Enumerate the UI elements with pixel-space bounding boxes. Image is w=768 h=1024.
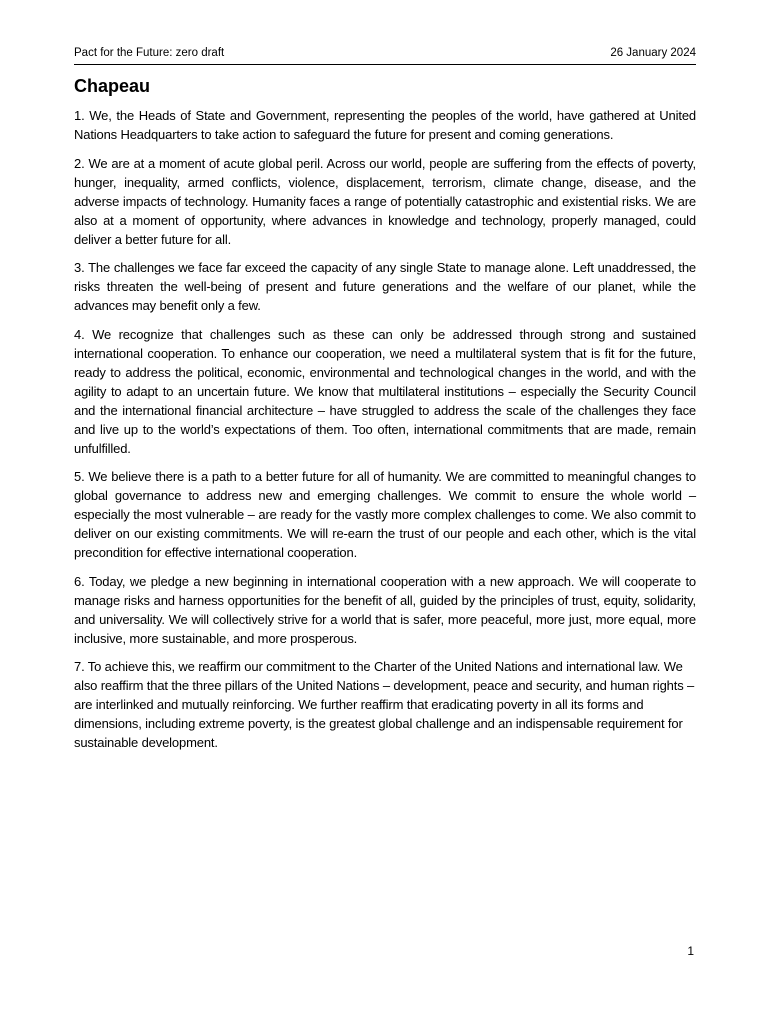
section-title: Chapeau bbox=[74, 76, 151, 96]
body-text bbox=[74, 106, 696, 762]
paragraph-2: 2. We are at a moment of acute global peril. Across our world, people are suffering from the effects of poverty, hunger, inequality, armed conflicts, violence, displacement, terrorism, climate change, disease, and the adverse impacts of technology. Humanity faces a range of potentially catastrophic and existential risks. We are also at a moment of opportunity, where advances in knowledge and technology, properly managed, could deliver a better future for all. bbox=[74, 155, 696, 247]
page-number: 1 bbox=[687, 944, 694, 958]
paragraph-7: 7. To achieve this, we reaffirm our commitment to the Charter of the United Nations and international law. We also reaffirm that the three pillars of the United Nations – development, peace and security, and human rights – are interlinked and mutually reinforcing. We further reaffirm that eradicating poverty in all its forms and dimensions, including extreme poverty, is the greatest global challenge and an indispensable requirement for sustainable development. bbox=[74, 659, 695, 750]
page-header bbox=[74, 46, 696, 65]
document-title: Pact for the Future: zero draft bbox=[74, 47, 225, 59]
paragraph-4: 4. We recognize that challenges such as these can only be addressed through strong and sustained international cooperation. To enhance our cooperation, we need a multilateral system that is fit for the future, ready to address the political, economic, environmental and technological changes in the world, and with the agility to adapt to an uncertain future. We know that multilateral institutions – especially the Security Council and the international financial architecture – have struggled to address the scale of the challenges they face and live up to the world’s expectations of them. Too often, international commitments that are made, remain unfulfilled. bbox=[74, 326, 696, 456]
document-date: 26 January 2024 bbox=[610, 47, 696, 59]
paragraph-6: 6. Today, we pledge a new beginning in international cooperation with a new approach. We will cooperate to manage risks and harness opportunities for the benefit of all, guided by the principles of trust, equity, solidarity, and universality. We will collectively strive for a world that is safer, more peaceful, more just, more equal, more inclusive, more sustainable, and more prosperous. bbox=[74, 573, 696, 646]
paragraph-3: 3. The challenges we face far exceed the capacity of any single State to manage alone. Left unaddressed, the risks threaten the well-being of present and future generations and the welfare of our planet, while the advances may benefit only a few. bbox=[74, 260, 696, 313]
paragraph-1: 1. We, the Heads of State and Government, representing the peoples of the world, have gathered at United Nations Headquarters to take action to safeguard the future for present and coming generations. bbox=[74, 108, 696, 142]
document-page bbox=[74, 0, 696, 1024]
paragraph-5: 5. We believe there is a path to a better future for all of humanity. We are committed to meaningful changes to global governance to address new and emerging challenges. We commit to ensure the whole world – especially the most vulnerable – are ready for the vastly more complex challenges to come. We also commit to deliver on our existing commitments. We will re-earn the trust of our people and each other, which is the vital precondition for effective international cooperation. bbox=[74, 469, 696, 560]
